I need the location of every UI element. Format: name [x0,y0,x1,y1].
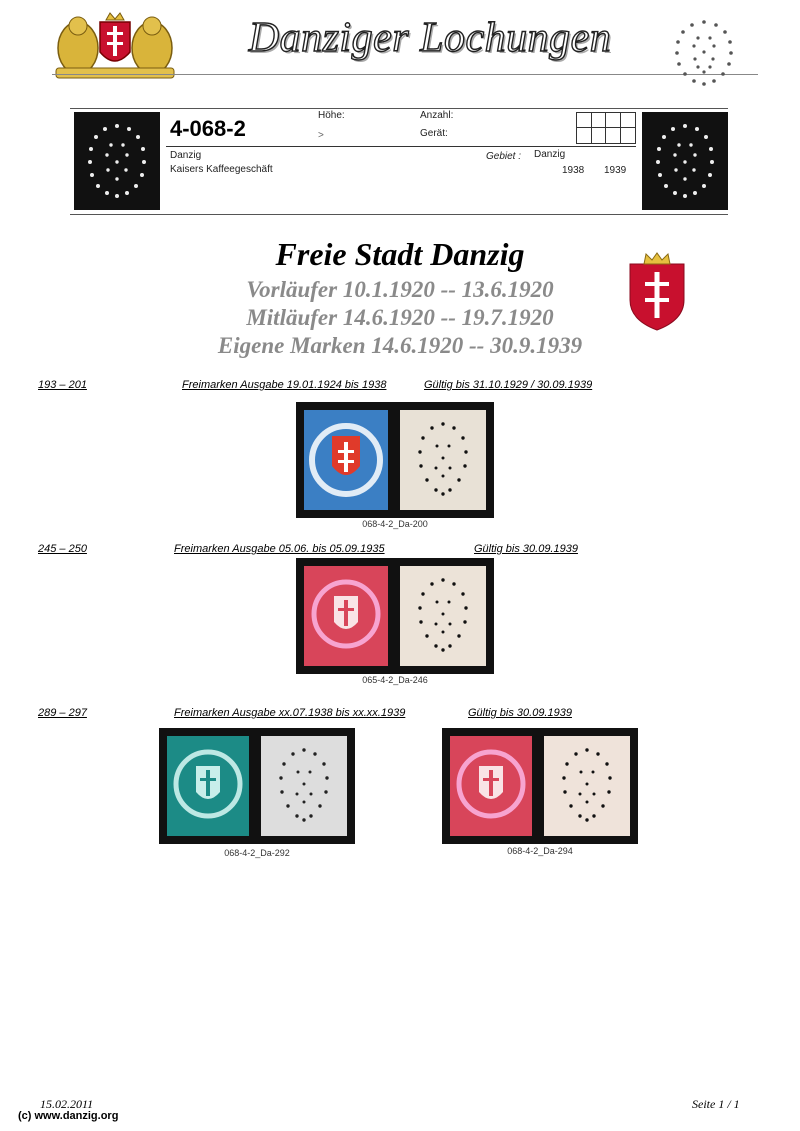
danzig-shield-icon [628,252,686,332]
geraet-label: Gerät: [420,128,448,139]
perfin-stamp-image [642,112,728,210]
year-to: 1939 [604,165,627,176]
section-valid: Gültig bis 31.10.1929 / 30.09.1939 [424,379,593,391]
period-vorlaeufer: Vorläufer 10.1.1920 -- 13.6.1920 [246,277,554,302]
section-range: 289 – 297 [38,707,87,719]
gebiet-label: Gebiet : [486,151,522,162]
year-from: 1938 [562,165,585,176]
section-issue: Freimarken Ausgabe 05.06. bis 05.09.1935 [174,543,385,555]
hoehe-value: > [318,130,324,141]
stamp-caption: 068-4-2_Da-200 [362,519,428,529]
page-number: Seite 1 / 1 [692,1097,740,1111]
card-top-rule [70,108,728,109]
stamp-caption: 068-4-2_Da-294 [507,846,573,856]
count-grid [576,112,636,144]
section-issue: Freimarken Ausgabe xx.07.1938 bis xx.xx.1939 [174,707,406,719]
gebiet-value: Danzig [534,149,566,160]
page-title: Freie Stadt Danzig [275,236,525,272]
section-range: 245 – 250 [38,543,87,555]
section-issue: Freimarken Ausgabe 19.01.1924 bis 1938 [182,379,387,391]
stamp-front-image [159,728,355,844]
stamp-caption: 065-4-2_Da-246 [362,675,428,685]
stamp-front-image [442,728,638,844]
card-bottom-rule [70,214,728,215]
card-divider [166,146,636,147]
firm-name: Kaisers Kaffeegeschäft [170,164,273,175]
stamp-frame [442,728,638,844]
danzig-crest-logo [50,10,180,82]
section-valid: Gültig bis 30.09.1939 [468,707,572,719]
perfin-stamp-image [74,112,160,210]
stamp-frame [159,728,355,844]
period-eigene-marken: Eigene Marken 14.6.1920 -- 30.9.1939 [217,333,583,358]
place-name: Danzig [170,150,202,161]
copyright-link[interactable]: (c) www.danzig.org [18,1110,119,1122]
perfin-code: 4-068-2 [170,116,246,141]
perfin-pattern-icon [664,16,744,90]
stamp-frame [296,558,494,674]
hoehe-label: Höhe: [318,110,345,121]
anzahl-label: Anzahl: [420,110,454,121]
period-mitlaeufer: Mitläufer 14.6.1920 -- 19.7.1920 [246,305,554,330]
stamp-front-image [296,402,494,518]
stamp-frame [296,402,494,518]
section-valid: Gültig bis 30.09.1939 [474,543,578,555]
header-title: Danziger Lochungen [248,15,612,61]
stamp-caption: 068-4-2_Da-292 [224,848,290,858]
stamp-front-image [296,558,494,674]
footer-date: 15.02.2011 [40,1097,94,1111]
section-range: 193 – 201 [38,379,87,391]
header-rule [52,74,758,75]
